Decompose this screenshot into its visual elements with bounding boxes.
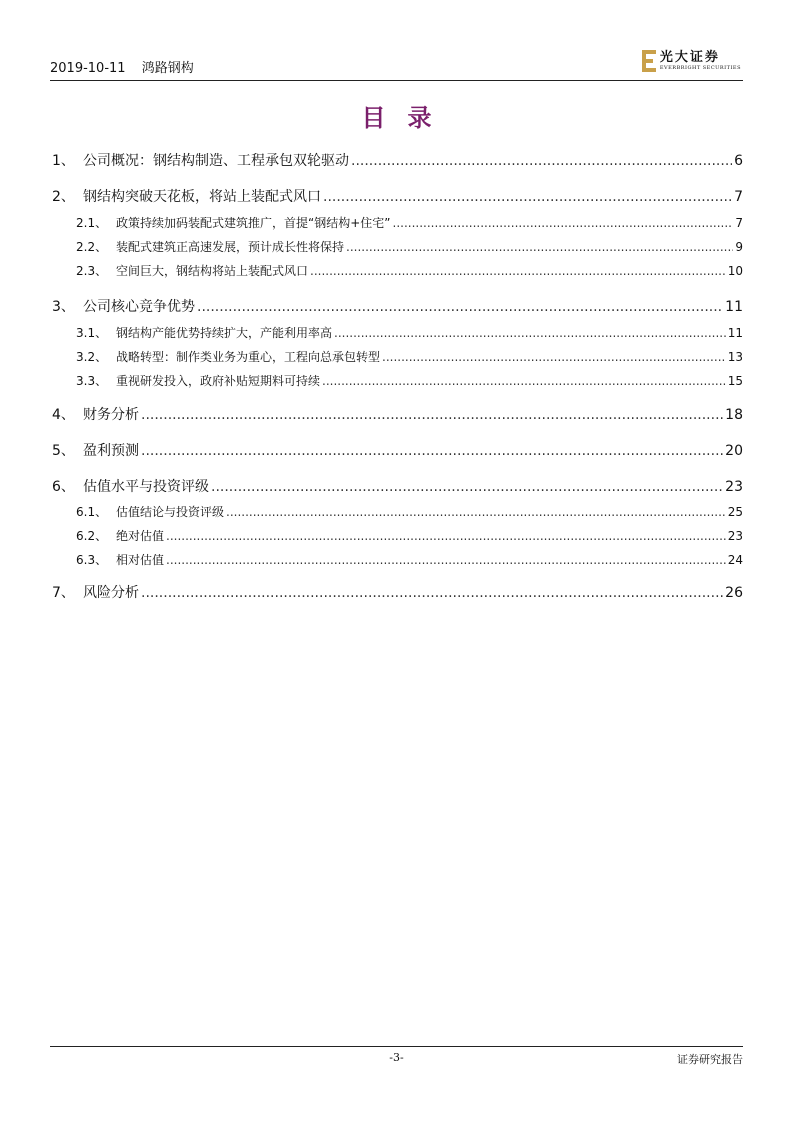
toc-text: 钢结构突破天花板，将站上装配式风口 (83, 189, 321, 205)
toc-entry[interactable] (50, 404, 743, 424)
page-number: -3- (389, 1051, 404, 1064)
logo-cn-text: 光大证券 (659, 50, 720, 65)
toc-page: 18 (725, 407, 743, 423)
company-name: 鸿路钢构 (141, 61, 194, 76)
toc-text: 重视研发投入，政府补贴短期料可持续 (116, 374, 321, 388)
toc-entry[interactable] (50, 527, 743, 544)
toc-text: 钢结构产能优势持续扩大，产能利用率高 (116, 326, 333, 340)
toc-page: 20 (725, 443, 743, 459)
toc-page: 26 (725, 585, 743, 601)
toc-number: 3、 (52, 299, 75, 315)
toc-number: 2、 (52, 189, 75, 205)
toc-page: 25 (727, 505, 743, 519)
toc-entry[interactable] (50, 262, 743, 279)
page-header (50, 48, 743, 81)
toc-text: 绝对估值 (116, 529, 165, 543)
toc-entry[interactable] (50, 150, 743, 170)
toc-text: 估值水平与投资评级 (83, 479, 209, 495)
toc-number: 3.2、 (76, 350, 108, 364)
toc-number: 6、 (52, 479, 75, 495)
toc-entry[interactable] (50, 324, 743, 341)
toc-text: 战略转型：制作类业务为重心，工程向总承包转型 (116, 350, 381, 364)
toc-entry[interactable] (50, 582, 743, 602)
logo-en-text: EVERBRIGHT SECURITIES (659, 65, 741, 71)
toc-entry[interactable] (50, 503, 743, 520)
toc-number: 3.3、 (76, 374, 108, 388)
page-footer (50, 1046, 743, 1066)
toc-text: 政策持续加码装配式建筑推广，首提“钢结构+住宅” (116, 216, 391, 230)
toc-entry[interactable] (50, 440, 743, 460)
toc-text: 盈利预测 (83, 443, 139, 459)
toc-text: 风险分析 (83, 585, 139, 601)
toc-number: 2.3、 (76, 264, 108, 278)
toc-number: 6.3、 (76, 553, 108, 567)
toc-text: 相对估值 (116, 553, 165, 567)
toc-text: 估值结论与投资评级 (116, 505, 225, 519)
toc-page: 11 (727, 326, 743, 340)
report-date: 2019-10-11 (50, 61, 126, 76)
toc-page: 23 (725, 479, 743, 495)
everbright-logo (642, 50, 741, 76)
toc-entry[interactable] (50, 296, 743, 316)
toc-text: 空间巨大，钢结构将站上装配式风口 (116, 264, 309, 278)
toc-number: 6.2、 (76, 529, 108, 543)
toc-page: 7 (735, 216, 743, 230)
toc-title: 目录 (361, 104, 454, 132)
toc-entry[interactable] (50, 214, 743, 231)
toc-entry[interactable] (50, 348, 743, 365)
toc-text: 公司核心竞争优势 (83, 299, 195, 315)
toc-page: 7 (734, 189, 743, 205)
toc-number: 4、 (52, 407, 75, 423)
toc-text: 财务分析 (83, 407, 139, 423)
toc-page: 13 (727, 350, 743, 364)
toc-number: 5、 (52, 443, 75, 459)
toc-text: 公司概况：钢结构制造、工程承包双轮驱动 (83, 153, 349, 169)
toc-page: 6 (734, 153, 743, 169)
toc-entry[interactable] (50, 372, 743, 389)
toc-number: 7、 (52, 585, 75, 601)
toc-number: 6.1、 (76, 505, 108, 519)
toc-number: 2.2、 (76, 240, 108, 254)
toc-page: 24 (727, 553, 743, 567)
footer-label: 证券研究报告 (677, 1053, 743, 1066)
header-text (50, 57, 206, 76)
toc-page: 10 (727, 264, 743, 278)
toc-page: 23 (727, 529, 743, 543)
logo-e-icon (642, 50, 656, 72)
toc-number: 3.1、 (76, 326, 108, 340)
toc-number: 1、 (52, 153, 75, 169)
toc-text: 装配式建筑正高速发展，预计成长性将保持 (116, 240, 345, 254)
toc-page: 9 (735, 240, 743, 254)
toc-entry[interactable] (50, 186, 743, 206)
toc-entry[interactable] (50, 238, 743, 255)
toc-page: 11 (725, 299, 743, 315)
toc-number: 2.1、 (76, 216, 108, 230)
toc-page: 15 (727, 374, 743, 388)
toc-entry[interactable] (50, 551, 743, 568)
toc-entry[interactable] (50, 476, 743, 496)
